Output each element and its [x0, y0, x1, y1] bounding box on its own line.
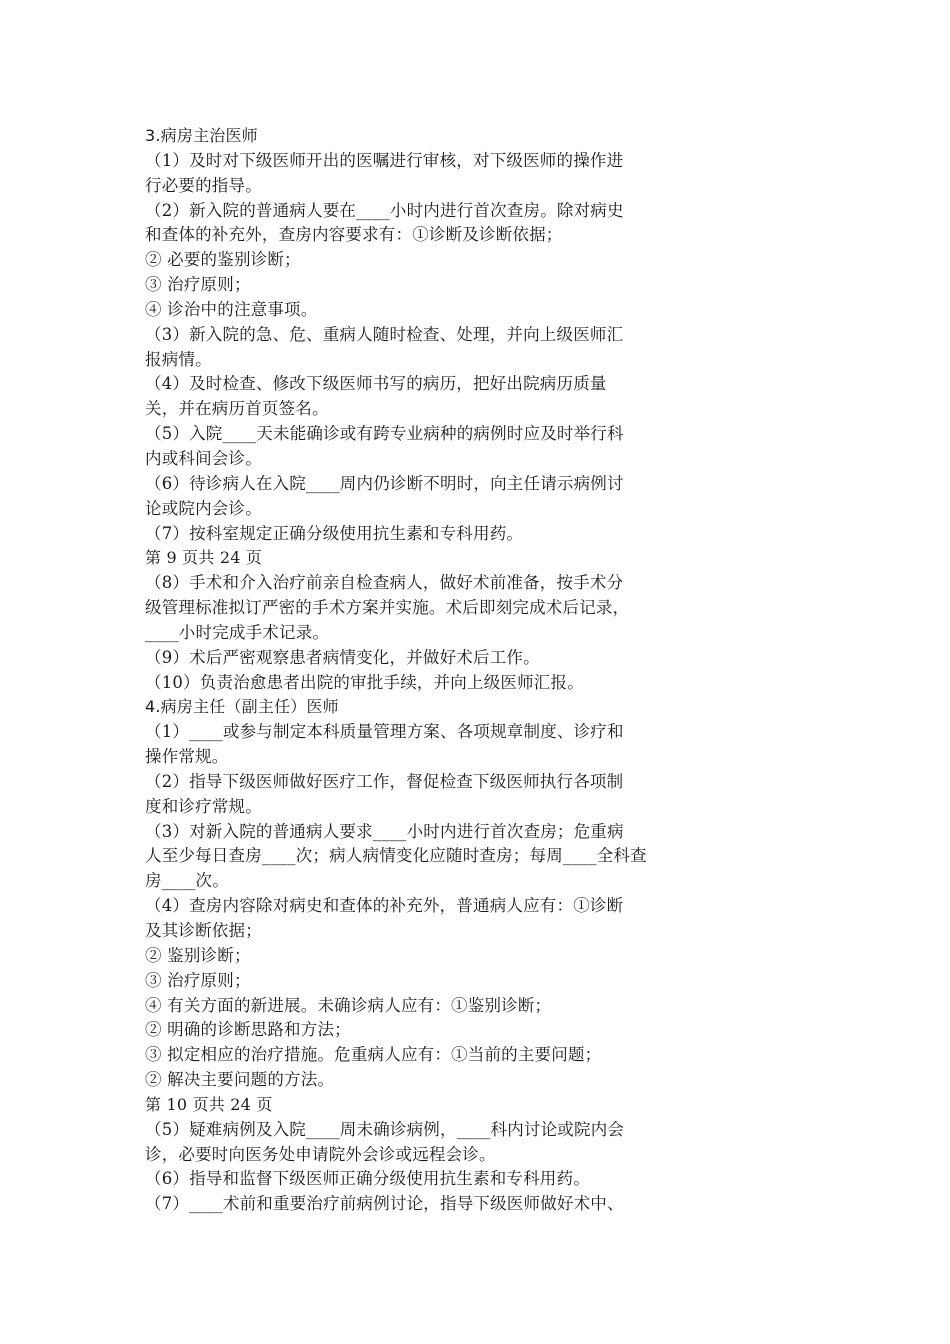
- body-text-line: ③ 治疗原则；: [145, 970, 251, 990]
- body-text-line: （4）查房内容除对病史和查体的补充外，普通病人应有：①诊断: [145, 896, 624, 916]
- body-text-line: （8）手术和介入治疗前亲自检查病人，做好术前准备，按手术分: [145, 573, 624, 593]
- body-text-line: 及其诊断依据；: [145, 921, 262, 940]
- section-heading: 3.病房主治医师: [145, 126, 258, 145]
- body-text-line: ④ 诊治中的注意事项。: [145, 299, 318, 319]
- body-text-line: 和查体的补充外，查房内容要求有：①诊断及诊断依据；: [145, 225, 563, 245]
- body-text-line: （2）指导下级医师做好医疗工作，督促检查下级医师执行各项制: [145, 771, 624, 791]
- body-text-line: 报病情。: [145, 349, 212, 369]
- body-text-line: （4）及时检查、修改下级医师书写的病历，把好出院病历质量: [145, 374, 607, 394]
- body-text-line: ② 鉴别诊断；: [145, 945, 251, 965]
- body-text-line: （3）新入院的急、危、重病人随时检查、处理，并向上级医师汇: [145, 324, 624, 344]
- body-text-line: ④ 有关方面的新进展。未确诊病人应有：①鉴别诊断；: [145, 995, 552, 1015]
- body-text-line: （3）对新入院的普通病人要求____小时内进行首次查房；危重病: [145, 821, 624, 841]
- body-text-line: （7）____术前和重要治疗前病例讨论，指导下级医师做好术中、: [145, 1194, 624, 1214]
- body-text-line: （5）入院____天未能确诊或有跨专业病种的病例时应及时举行科: [145, 424, 624, 444]
- body-text-line: 内或科间会诊。: [145, 448, 262, 468]
- body-text-line: （6）待诊病人在入院____周内仍诊断不明时，向主任请示病例讨: [145, 473, 624, 493]
- page-number-footer: 第 9 页共 24 页: [145, 548, 263, 568]
- body-text-line: （5）疑难病例及入院____周未确诊病例，____科内讨论或院内会: [145, 1119, 625, 1139]
- body-text-line: 操作常规。: [145, 747, 229, 767]
- body-text-line: 行必要的指导。: [145, 175, 262, 195]
- body-text-line: 人至少每日查房____次；病人病情变化应随时查房；每周____全科查: [145, 846, 647, 866]
- body-text-line: 论或院内会诊。: [145, 498, 262, 518]
- body-text-line: （6）指导和监督下级医师正确分级使用抗生素和专科用药。: [145, 1169, 590, 1189]
- body-text-line: 房____次。: [145, 871, 229, 891]
- page-number-footer: 第 10 页共 24 页: [145, 1094, 273, 1114]
- body-text-line: （7）按科室规定正确分级使用抗生素和专科用药。: [145, 523, 524, 543]
- body-text-line: 度和诊疗常规。: [145, 796, 262, 816]
- body-text-line: ____小时完成手术记录。: [145, 622, 330, 642]
- body-text-line: ② 必要的鉴别诊断；: [145, 250, 301, 270]
- body-text-line: 关，并在病历首页签名。: [145, 399, 329, 419]
- body-text-line: （2）新入院的普通病人要在____小时内进行首次查房。除对病史: [145, 200, 624, 220]
- body-text-line: （9）术后严密观察患者病情变化，并做好术后工作。: [145, 647, 540, 667]
- document-body: [145, 124, 725, 1217]
- body-text-line: ③ 拟定相应的治疗措施。危重病人应有：①当前的主要问题；: [145, 1045, 602, 1065]
- body-text-line: （1）及时对下级医师开出的医嘱进行审核，对下级医师的操作进: [145, 150, 624, 170]
- section-heading: 4.病房主任（副主任）医师: [145, 697, 339, 717]
- body-text-line: ② 解决主要问题的方法。: [145, 1070, 335, 1090]
- body-text-line: 诊，必要时向医务处申请院外会诊或远程会诊。: [145, 1144, 496, 1164]
- body-text-line: ③ 治疗原则；: [145, 275, 251, 295]
- body-text-line: （10）负责治愈患者出院的审批手续，并向上级医师汇报。: [145, 672, 584, 692]
- body-text-line: （1）____或参与制定本科质量管理方案、各项规章制度、诊疗和: [145, 722, 624, 742]
- body-text-line: 级管理标准拟订严密的手术方案并实施。术后即刻完成术后记录，: [145, 598, 630, 618]
- body-text-line: ② 明确的诊断思路和方法；: [145, 1020, 351, 1040]
